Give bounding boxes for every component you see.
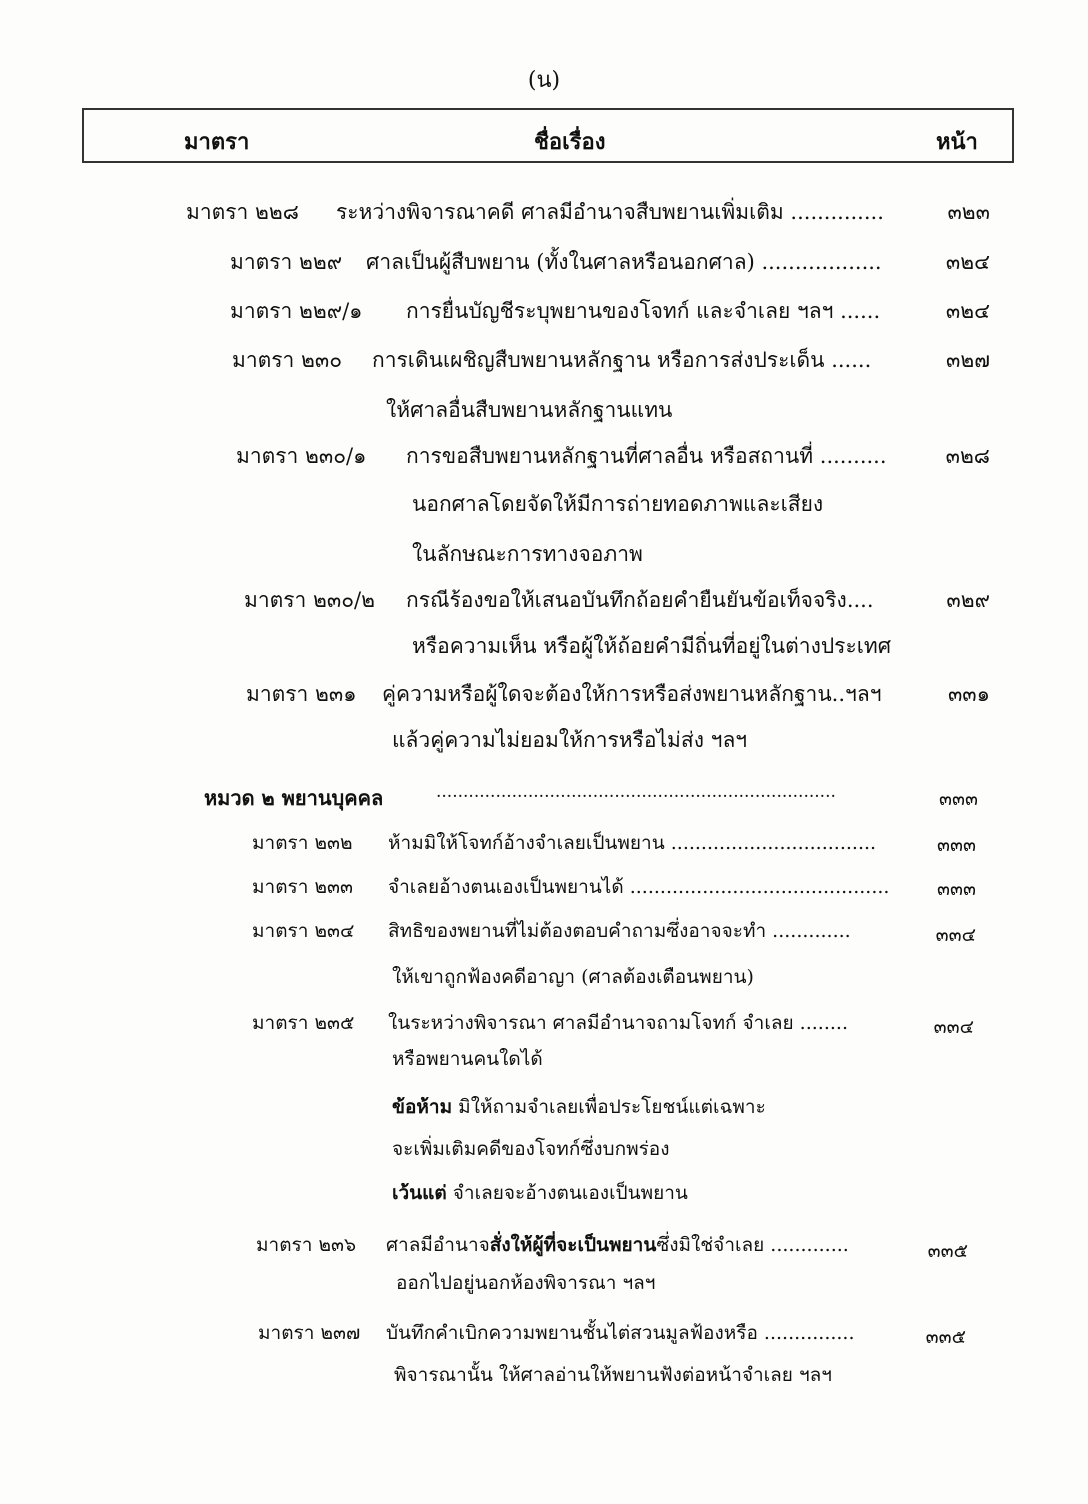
entry-continuation: นอกศาลโดยจัดให้มีการถ่ายทอดภาพและเสียง bbox=[412, 492, 824, 516]
entry-continuation: จะเพิ่มเติมคดีของโจทก์ซึ่งบกพร่อง bbox=[392, 1138, 670, 1160]
entry-title: การเดินเผชิญสืบพยานหลักฐาน หรือการส่งประเด็น ...... bbox=[372, 348, 872, 372]
exception-label: ข้อห้าม bbox=[392, 1096, 453, 1118]
section-number: มาตรา ๒๓๗ bbox=[258, 1322, 361, 1344]
entry-title: คู่ความหรือผู้ใดจะต้องให้การหรือส่งพยานหลักฐาน..ฯลฯ bbox=[382, 682, 882, 706]
entry-page: ๓๓๕ bbox=[925, 1326, 966, 1348]
header-title: ชื่อเรื่อง bbox=[534, 129, 606, 155]
entry-page: ๓๓๔ bbox=[933, 1016, 974, 1038]
chapter-dots: .......................................................................... bbox=[436, 782, 836, 802]
entry-continuation: พิจารณานั้น ให้ศาลอ่านให้พยานฟังต่อหน้าจำเลย ฯลฯ bbox=[394, 1364, 832, 1386]
section-number: มาตรา ๒๒๘ bbox=[186, 200, 299, 224]
entry-continuation: ในลักษณะการทางจอภาพ bbox=[412, 542, 643, 566]
section-number: มาตรา ๒๒๙/๑ bbox=[230, 299, 363, 323]
header-section: มาตรา bbox=[184, 129, 250, 155]
entry-title: การยื่นบัญชีระบุพยานของโจทก์ และจำเลย ฯลฯ ...... bbox=[406, 299, 881, 323]
entry-title: สิทธิของพยานที่ไม่ต้องตอบคำถามซึ่งอาจจะทำ ............. bbox=[388, 920, 851, 942]
entry-page: ๓๒๘ bbox=[945, 444, 990, 468]
entry-title: ศาลเป็นผู้สืบพยาน (ทั้งในศาลหรือนอกศาล) .................. bbox=[366, 250, 882, 274]
entry-page: ๓๓๕ bbox=[927, 1240, 968, 1262]
entry-page: ๓๒๗ bbox=[946, 348, 990, 372]
unless-label: เว้นแต่ bbox=[392, 1182, 447, 1204]
entry-title: กรณีร้องขอให้เสนอบันทึกถ้อยคำยืนยันข้อเท็จจริง.... bbox=[406, 588, 874, 612]
section-number: มาตรา ๒๓๕ bbox=[252, 1012, 355, 1034]
section-number: มาตรา ๒๓๒ bbox=[252, 832, 353, 854]
entry-page: ๓๒๔ bbox=[945, 299, 990, 323]
entry-title: ในระหว่างพิจารณา ศาลมีอำนาจถามโจทก์ จำเลย ........ bbox=[388, 1012, 848, 1034]
entry-title: บันทึกคำเบิกความพยานชั้นไต่สวนมูลฟ้องหรือ ............... bbox=[386, 1322, 855, 1344]
chapter-label: หมวด ๒ พยานบุคคล bbox=[204, 786, 384, 810]
entry-title bbox=[386, 1230, 849, 1260]
unless-line bbox=[392, 1178, 688, 1208]
entry-title: ระหว่างพิจารณาคดี ศาลมีอำนาจสืบพยานเพิ่มเติม .............. bbox=[336, 200, 884, 224]
entry-continuation: ให้ศาลอื่นสืบพยานหลักฐานแทน bbox=[386, 398, 673, 422]
entry-page: ๓๓๓ bbox=[937, 834, 976, 856]
entry-continuation: ออกไปอยู่นอกห้องพิจารณา ฯลฯ bbox=[396, 1272, 656, 1294]
entry-page: ๓๓๑ bbox=[947, 682, 990, 706]
section-number: มาตรา ๒๓๐/๒ bbox=[244, 588, 375, 612]
entry-page: ๓๒๔ bbox=[945, 250, 990, 274]
exception-line bbox=[392, 1092, 766, 1122]
entry-page: ๓๓๓ bbox=[937, 878, 976, 900]
title-part: ศาลมีอำนาจ bbox=[386, 1234, 490, 1256]
unless-text: จำเลยจะอ้างตนเองเป็นพยาน bbox=[446, 1182, 688, 1204]
chapter-page: ๓๓๓ bbox=[939, 788, 978, 810]
entry-continuation: ให้เขาถูกฟ้องคดีอาญา (ศาลต้องเตือนพยาน) bbox=[392, 966, 754, 988]
exception-text: มิให้ถามจำเลยเพื่อประโยชน์แต่เฉพาะ bbox=[452, 1096, 766, 1118]
entry-continuation: หรือความเห็น หรือผู้ให้ถ้อยคำมีถิ่นที่อยู่ในต่างประเทศ bbox=[412, 634, 892, 658]
title-part: ซึ่งมิใช่จำเลย ............. bbox=[656, 1234, 849, 1256]
section-number: มาตรา ๒๒๙ bbox=[230, 250, 343, 274]
section-number: มาตรา ๒๓๖ bbox=[256, 1234, 357, 1256]
entry-page: ๓๒๓ bbox=[947, 200, 990, 224]
entry-title: ห้ามมิให้โจทก์อ้างจำเลยเป็นพยาน .................................. bbox=[388, 832, 877, 854]
entry-page: ๓๒๙ bbox=[946, 588, 990, 612]
table-header bbox=[82, 108, 1014, 163]
section-number: มาตรา ๒๓๔ bbox=[252, 920, 355, 942]
section-number: มาตรา ๒๓๑ bbox=[246, 682, 357, 706]
section-number: มาตรา ๒๓๐/๑ bbox=[236, 444, 367, 468]
entry-title: จำเลยอ้างตนเองเป็นพยานได้ ........................................... bbox=[388, 876, 890, 898]
entry-page: ๓๓๔ bbox=[935, 924, 976, 946]
header-page: หน้า bbox=[936, 129, 978, 155]
entry-title: การขอสืบพยานหลักฐานที่ศาลอื่น หรือสถานที่ .......... bbox=[406, 444, 887, 468]
page-number: (น) bbox=[527, 68, 561, 93]
section-number: มาตรา ๒๓๐ bbox=[232, 348, 343, 372]
entry-continuation: แล้วคู่ความไม่ยอมให้การหรือไม่ส่ง ฯลฯ bbox=[392, 728, 748, 752]
entry-continuation: หรือพยานคนใดได้ bbox=[392, 1048, 543, 1070]
title-bold-part: สั่งให้ผู้ที่จะเป็นพยาน bbox=[489, 1234, 657, 1256]
section-number: มาตรา ๒๓๓ bbox=[252, 876, 353, 898]
